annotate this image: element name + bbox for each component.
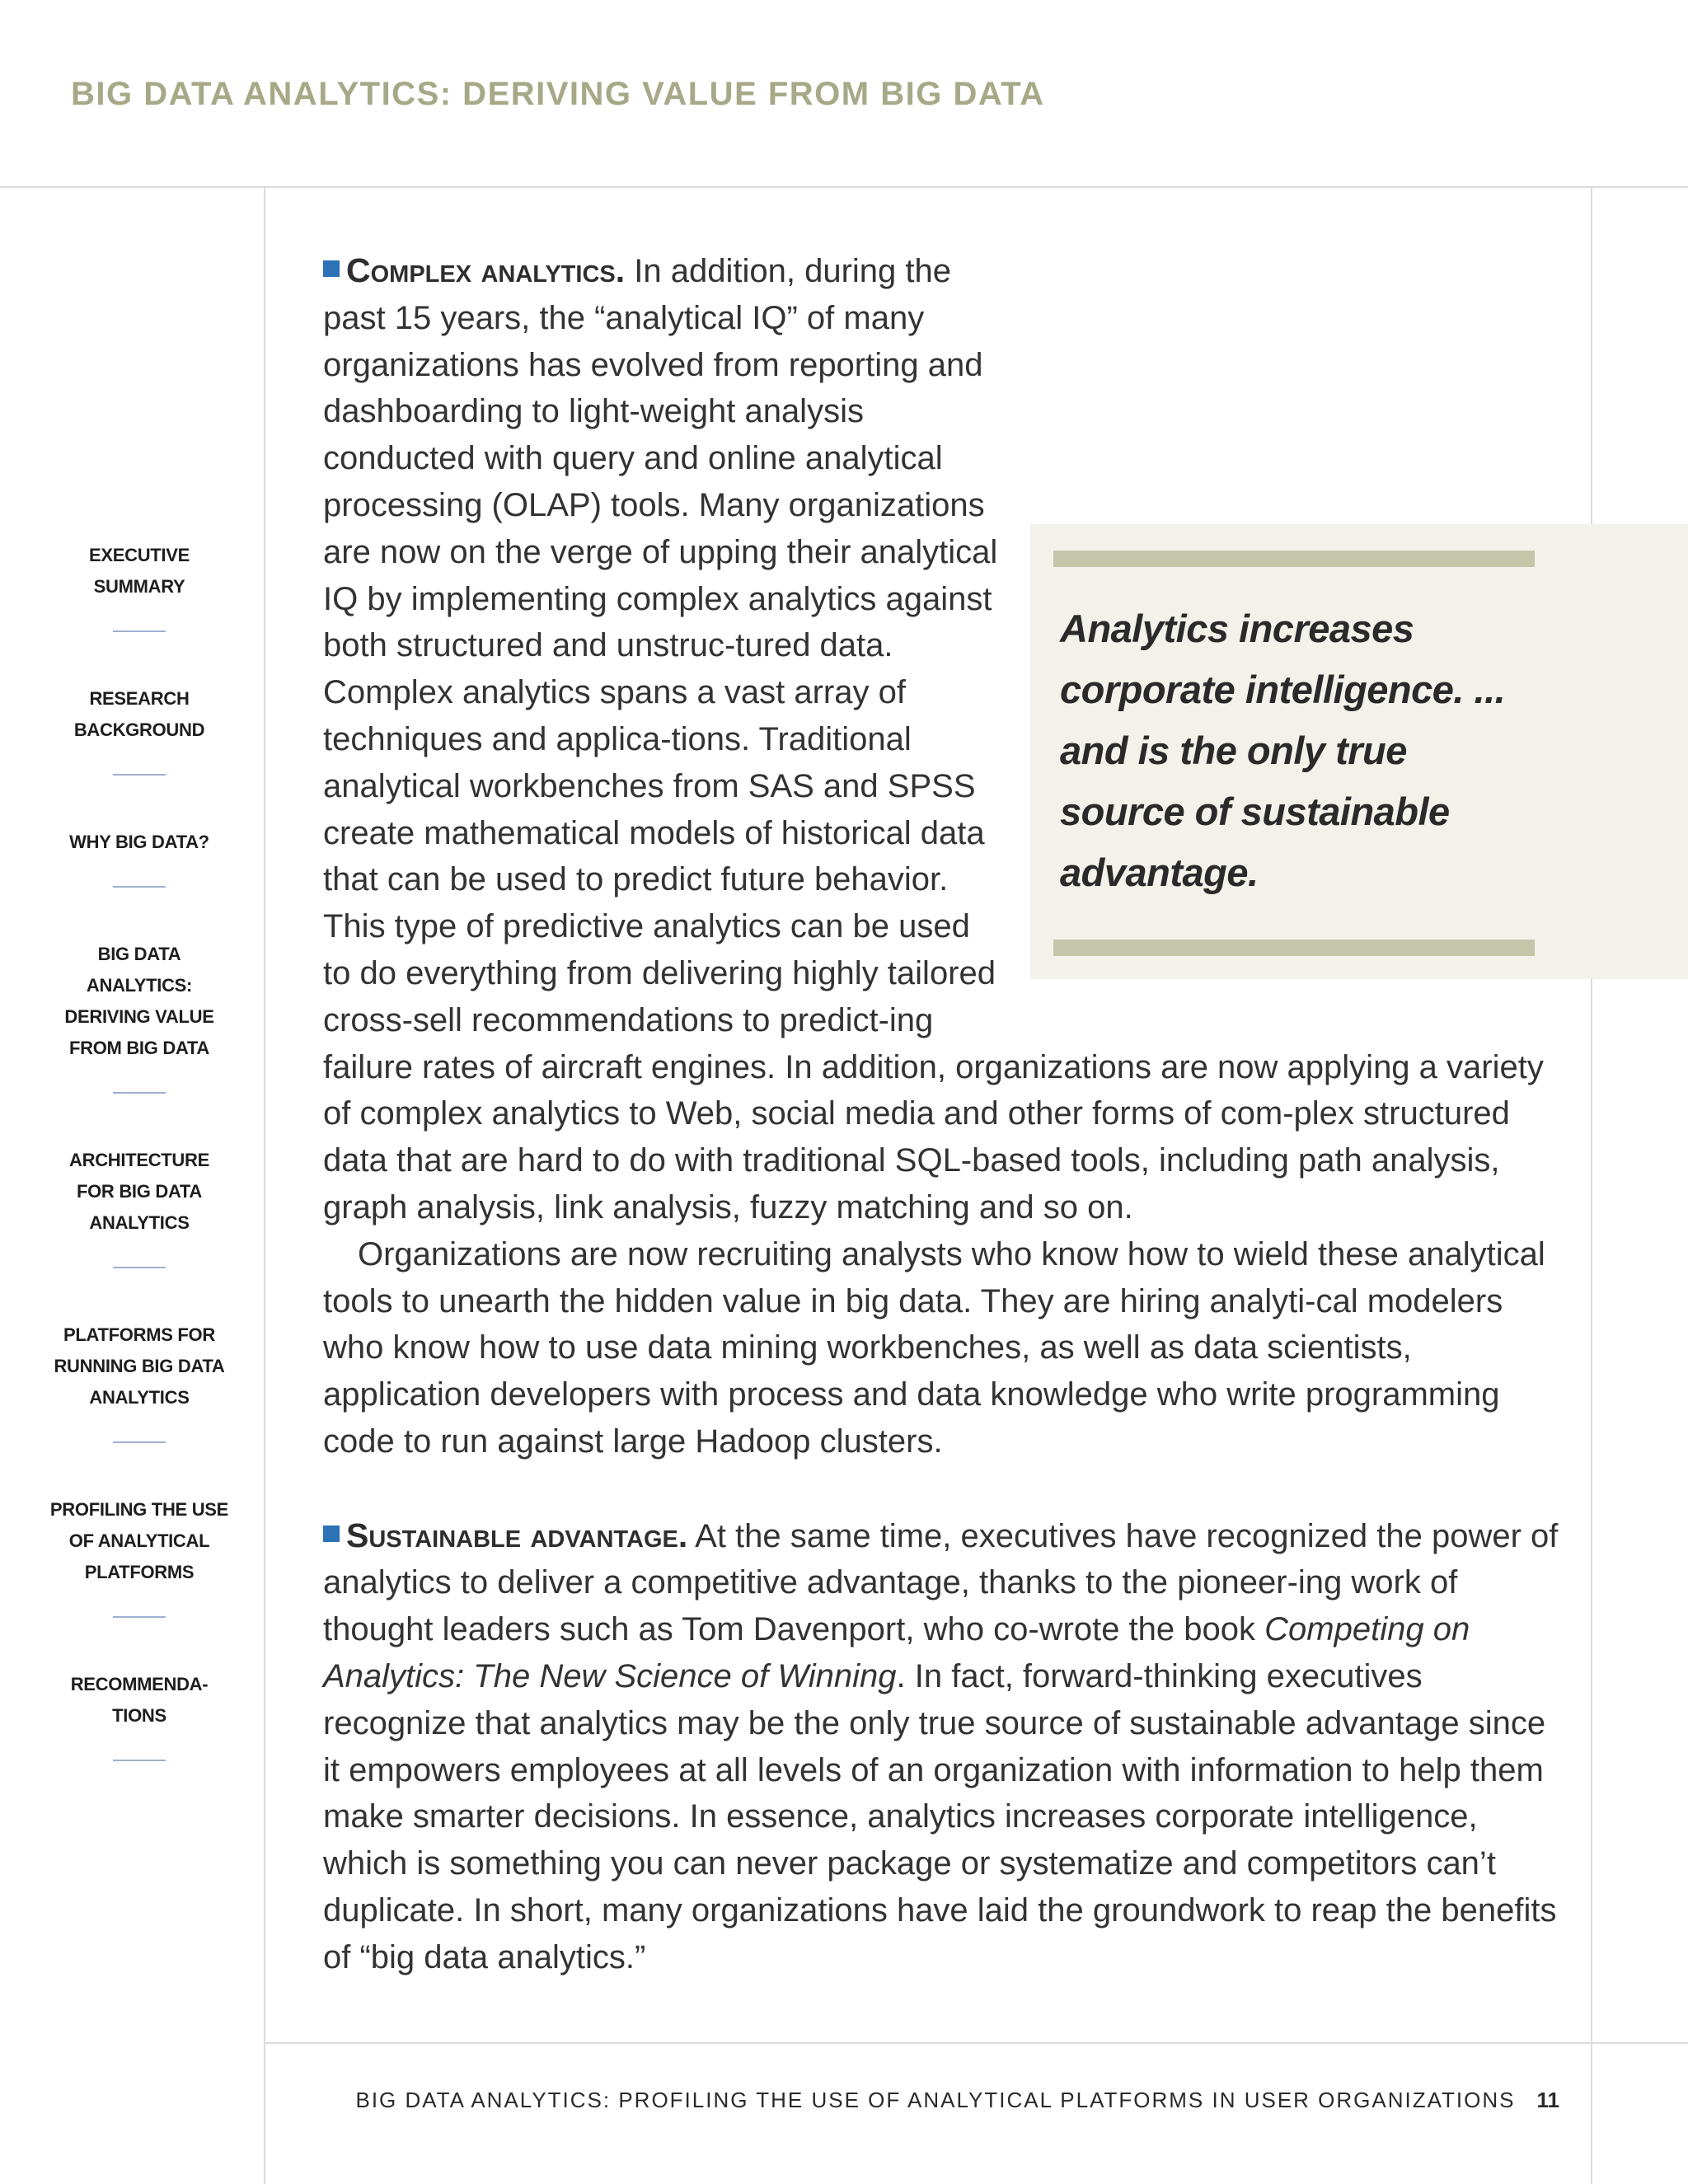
paragraph-spacer bbox=[323, 1465, 1568, 1512]
paragraph-lead-in: Sustainable advantage. bbox=[346, 1516, 688, 1554]
nav-separator bbox=[113, 630, 166, 632]
nav-separator bbox=[113, 1092, 166, 1094]
paragraph-lead-in: Complex analytics. bbox=[346, 251, 626, 289]
paragraph-text: At the same time, executives have recognized the power of analytics to deliver a competitive advantage, thanks to the pioneer-ing work of thought leaders such as Tom Davenport, who co-wrote the book bbox=[323, 1517, 1559, 1648]
nav-item-why-big-data[interactable]: WHY BIG DATA? bbox=[69, 832, 209, 852]
article-body bbox=[323, 247, 1568, 1980]
page-number: 11 bbox=[1536, 2088, 1559, 2112]
nav-separator bbox=[113, 886, 166, 888]
section-nav bbox=[49, 540, 229, 1761]
nav-item-recommendations[interactable]: RECOMMENDA- TIONS bbox=[70, 1674, 209, 1726]
paragraph-text: In addition, during the past 15 years, the “analytical IQ” of many organizations has evolved from reporting and dashboarding to light-weight analysis conducted with query and online analytical processing (OLAP) tools. Many organizations are now on the verge of upping their analytical IQ by implementing complex analytics against both structured and unstruc-tured data. Complex analytics spans a vast array of techniques and applica-tions. Traditional analytical workbenches from SAS and SPSS create mathematical models of historical data that can be used to predict future behavior. This type of predictive analytics can be used to do everything from delivering highly tailored cross-sell recommendations to predict-ing failure rates of aircraft engines. In addition, organizations are now applying a variety of complex analytics to Web, social media and other forms of com-plex structured data that are hard to do with traditional SQL-based tools, including path analysis, graph analysis, link analysis, fuzzy matching and so on. bbox=[323, 253, 1544, 1226]
footer-divider bbox=[264, 2042, 1688, 2044]
nav-item-architecture[interactable]: ARCHITECTURE FOR BIG DATA ANALYTICS bbox=[69, 1150, 209, 1233]
nav-item-platforms[interactable]: PLATFORMS FOR RUNNING BIG DATA ANALYTICS bbox=[54, 1324, 225, 1408]
paragraph-text: . In fact, forward-thinking executives recognize that analytics may be the only true source of sustainable advantage since it empowers employees at all levels of an organization with information to help them make smarter decisions. In essence, analytics increases corporate intelligence, which is something you can never package or systematize and competitors can’t duplicate. In short, many organizations have laid the groundwork to reap the benefits of “big data analytics.” bbox=[323, 1657, 1557, 1975]
sidebar-divider bbox=[264, 188, 265, 2184]
nav-item-profiling[interactable]: PROFILING THE USE OF ANALYTICAL PLATFORMS bbox=[49, 1499, 229, 1582]
nav-item-big-data-analytics[interactable]: BIG DATA ANALYTICS: DERIVING VALUE FROM BIG DATA bbox=[64, 944, 214, 1058]
running-header: BIG DATA ANALYTICS: DERIVING VALUE FROM BIG DATA bbox=[71, 76, 1045, 112]
nav-separator bbox=[113, 1616, 166, 1618]
header-divider bbox=[0, 186, 1688, 188]
square-bullet-icon bbox=[323, 260, 340, 277]
nav-item-executive-summary[interactable]: EXECUTIVE SUMMARY bbox=[89, 545, 190, 597]
square-bullet-icon bbox=[323, 1526, 340, 1542]
nav-separator bbox=[113, 1267, 166, 1268]
nav-separator bbox=[113, 1441, 166, 1443]
pull-quote: Analytics increases corporate intelligence. ... and is the only true source of sustainable advantage. bbox=[1060, 607, 1506, 894]
right-margin-divider bbox=[1591, 188, 1592, 2184]
page-footer bbox=[355, 2088, 1559, 2113]
paragraph-analysts bbox=[323, 1231, 1568, 1465]
nav-item-research-background[interactable]: RESEARCH BACKGROUND bbox=[73, 688, 205, 740]
paragraph-sustainable-advantage bbox=[323, 1512, 1568, 1981]
book-title: Competing on Analytics: The New Science of Winning bbox=[323, 1611, 1470, 1694]
paragraph-text: Organizations are now recruiting analysts who know how to wield these analytical tools to unearth the hidden value in big data. They are hiring analyti-cal modelers who know how to use data mining workbenches, as well as data scientists, application developers with process and data knowledge who write programming code to run against large Hadoop clusters. bbox=[323, 1235, 1545, 1460]
nav-separator bbox=[113, 774, 166, 776]
pull-quote-wrap-space bbox=[999, 515, 1568, 1016]
footer-title: BIG DATA ANALYTICS: PROFILING THE USE OF ANALYTICAL PLATFORMS IN USER ORGANIZATIONS bbox=[355, 2088, 1516, 2112]
nav-separator bbox=[113, 1760, 166, 1761]
